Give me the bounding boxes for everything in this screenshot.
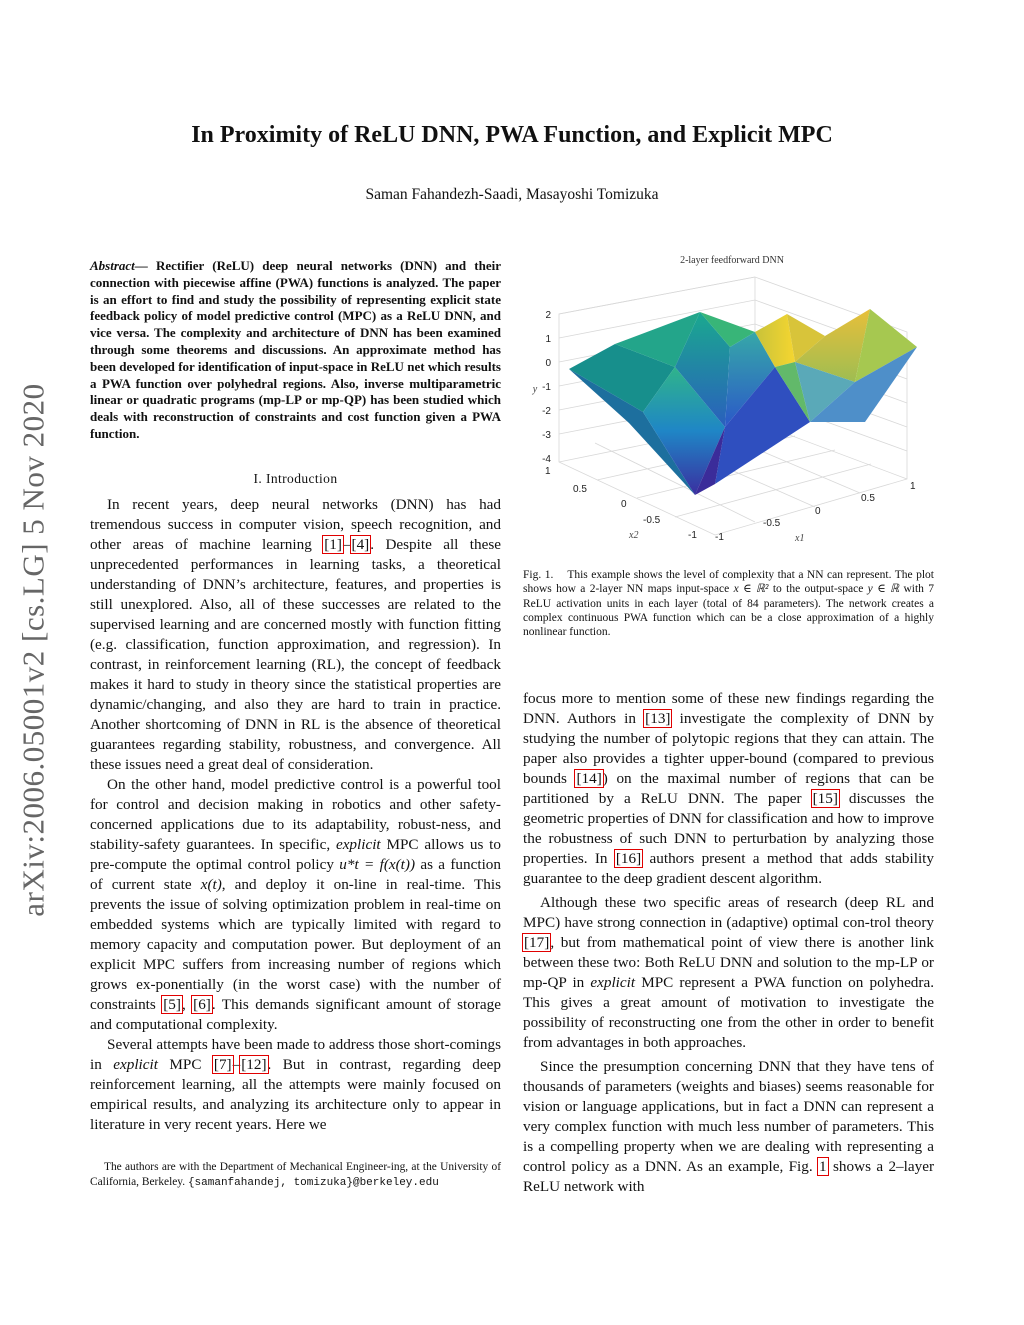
- math-inline: y ∈ ℝ: [867, 583, 900, 596]
- citation-link[interactable]: [15]: [812, 790, 838, 807]
- y-tick-label: -3: [542, 430, 551, 441]
- text-run: to the output-space: [768, 583, 868, 596]
- right-column-body: [523, 689, 934, 1197]
- paragraph: [523, 1057, 934, 1197]
- x2-tick-label: 0: [621, 499, 627, 510]
- emphasis-text: explicit: [590, 974, 636, 991]
- abstract-dash: —: [134, 258, 156, 273]
- text-run: focus more to mention some of these new findings regarding the DNN. Authors in: [523, 690, 934, 727]
- y-axis-label: y: [532, 384, 538, 395]
- abstract: [90, 258, 501, 443]
- citation-link[interactable]: [16]: [615, 850, 642, 867]
- text-run: Several attempts have been made to address those short-comings in: [90, 1036, 501, 1073]
- abstract-text: Rectifier (ReLU) deep neural networks (DNN) and their connection with piecewise affine (PWA) functions is analyzed. The paper is an effort to find and study the possibility of representing explicit state feedback policy of model predictive control (MPC) as a ReLU DNN, and vice versa. The complexity and architecture of DNN has been examined through some theorems and discussions. An approximate method has been developed for identification of input-space in ReLU net which results a PWA function over polyhedral regions. Also, inverse multiparametric linear or quadratic programs (mp-LP or mp-QP) has been studied which deals with reconstruction of constraints and cost function given a PWA function.: [90, 258, 502, 441]
- math-inline: x ∈ ℝ²: [733, 583, 769, 596]
- citation-link[interactable]: [5]: [163, 996, 181, 1013]
- x1-tick-label: 1: [910, 481, 916, 492]
- footnote-emails: {samanfahandej, tomizuka}@berkeley.edu: [187, 1177, 439, 1189]
- text-run: , and deploy it on-line in real-time. This prevents the issue of solving optimization problem in real-time on embedded systems which are typically limited with regard to memory capacity and computation power. But deployment of an explicit MPC suffers from increasing number of regions which grows ex-ponentially (in the worst case) with the number of constraints: [90, 876, 501, 1013]
- caption-label: Fig. 1.: [523, 569, 554, 581]
- x2-tick-label: 0.5: [573, 484, 587, 495]
- text-run: –: [232, 1056, 241, 1073]
- paragraph: [90, 775, 501, 1035]
- text-run: ,: [181, 996, 193, 1013]
- citation-link[interactable]: [6]: [193, 996, 211, 1013]
- x1-axis-label: x1: [795, 533, 805, 544]
- x2-axis-label: x2: [629, 530, 639, 541]
- citation-link[interactable]: [13]: [645, 710, 671, 727]
- footnote-text: The authors are with the Department of Mechanical Engineer-ing, at the University of California, Berkeley.: [90, 1161, 501, 1188]
- x2-tick-label: -0.5: [643, 515, 661, 526]
- x1-tick-label: 0: [815, 506, 821, 517]
- x2-tick-label: 1: [545, 466, 551, 477]
- text-run: authors present a method that adds stability guarantee to the deep gradient descent algorithm.: [523, 850, 934, 887]
- x1-tick-label: -1: [715, 532, 724, 543]
- citation-link[interactable]: [14]: [576, 770, 602, 787]
- text-run: This example shows the level of complexity that a NN can represent. The plot shows how a 2-layer NN maps input-space: [523, 569, 934, 596]
- figure-reference-link[interactable]: 1: [819, 1158, 827, 1175]
- text-run: , but from mathematical point of view there is another link between these two: Both ReLU DNN and solution to the mp-LP or mp-QP in: [523, 934, 934, 991]
- x1-tick-label: 0.5: [861, 493, 875, 504]
- arxiv-stamp-text: arXiv:2006.05001v2 [cs.LG] 5 Nov 2020: [16, 383, 52, 917]
- paragraph: [523, 893, 934, 1053]
- text-run: MPC: [157, 1056, 213, 1073]
- text-run: . Despite all these unprecedented performances in learning tasks, a theoretical understanding of DNN’s architecture, features, and properties is still unexplored. Also, all of these successes are related to the supervised learning and are concerned mostly with function fitting (e.g. classification, function approximation, and regression). In contrast, in reinforcement learning (RL), the concept of feedback makes it hard to study in theory since the statistical properties are dynamic/changing, and also they are hard to train in practice. Another shortcoming of DNN in RL is the absence of theoretical guarantees regarding stability, robustness, and convergence. All these issues need a great deal of consideration.: [90, 536, 501, 773]
- text-run: MPC represent a PWA function on polyhedra. This gives a great amount of motivation to investigate the possibility of reconstructing one from the other in order to benefit from advantages in both approaches.: [523, 974, 934, 1051]
- text-run: . But in contrast, regarding deep reinforcement learning, all the attempts were mainly focused on empirical results, and analyzing its architecture only to appear in literature in very recent years. Here we: [90, 1056, 501, 1133]
- text-run: MPC allows us to pre-compute the optimal control policy: [90, 836, 501, 873]
- figure-caption: [523, 568, 934, 639]
- paragraph: [523, 689, 934, 889]
- text-run: ) on the maximal number of regions that can be partitioned by a ReLU DNN. The paper: [523, 770, 934, 807]
- x2-tick-label: -1: [688, 530, 697, 541]
- section-heading-introduction: I. Introduction: [253, 471, 338, 486]
- pwa-surface: [569, 309, 917, 495]
- figure-surface-plot: [525, 252, 935, 552]
- paragraph: [90, 495, 501, 775]
- citation-link[interactable]: [4]: [351, 536, 370, 553]
- paragraph: [90, 1035, 501, 1135]
- text-run: as a function of current state: [90, 856, 501, 893]
- figure-title: 2-layer feedforward DNN: [680, 255, 784, 266]
- x1-tick-label: -0.5: [763, 518, 781, 529]
- citation-link[interactable]: [7]: [213, 1056, 232, 1073]
- citation-link[interactable]: [12]: [241, 1056, 267, 1073]
- math-inline: x(t): [200, 876, 222, 893]
- y-tick-label: 0: [545, 358, 551, 369]
- text-run: Since the presumption concerning DNN that they have tens of thousands of parameters (weights and biases) seems reasonable for vision or language applications, but in fact a DNN can represent a very complex function with much less number of parameters. This is a compelling property when we are dealing with representing a control policy as a DNN. As an example, Fig.: [523, 1058, 934, 1175]
- citation-link[interactable]: [1]: [324, 536, 342, 553]
- y-tick-label: -4: [542, 454, 551, 465]
- text-run: In recent years, deep neural networks (DNN) has had tremendous success in computer vision, speech recognition, and other areas of machine learning: [90, 496, 501, 553]
- citation-link[interactable]: [17]: [524, 934, 550, 951]
- paper-authors: Saman Fahandezh-Saadi, Masayoshi Tomizuka: [365, 186, 659, 203]
- text-run: On the other hand, model predictive control is a powerful tool for control and decision making in robotics and other safety-concerned applications due to its adaptability, robust-ness, and stability-safety guarantees. In specific,: [90, 776, 501, 853]
- author-footnote: [90, 1160, 501, 1191]
- y-tick-label: 2: [545, 310, 551, 321]
- x1-axis: [715, 481, 916, 544]
- text-run: investigate the complexity of DNN by studying the number of polytopic regions that they can attain. The paper also provides a tighter upper-bound (compared to previous bounds: [523, 710, 934, 787]
- text-run: . This demands significant amount of storage and computational complexity.: [90, 996, 502, 1033]
- arxiv-identifier-stamp: [10, 350, 58, 950]
- emphasis-text: explicit: [335, 836, 381, 853]
- x2-axis: [545, 466, 697, 541]
- text-run: with 7 ReLU activation units in each layer (total of 84 parameters). The network creates a complex continuous PWA function which can be a close approximation of a highly nonlinear function.: [523, 583, 934, 639]
- y-tick-label: -1: [542, 382, 551, 393]
- y-axis: [532, 310, 552, 465]
- left-column-body: [90, 495, 501, 1135]
- text-run: shows a 2–layer ReLU network with: [523, 1158, 934, 1195]
- text-run: discusses the geometric properties of DNN for classification and how to improve the robustness of such DNN to perturbation by analyzing those properties. In: [523, 790, 934, 867]
- text-run: –: [342, 536, 351, 553]
- abstract-label: Abstract: [90, 258, 135, 273]
- y-tick-label: 1: [545, 334, 551, 345]
- text-run: Although these two specific areas of research (deep RL and MPC) have strong connection in (adaptive) optimal con-trol theory: [523, 894, 934, 931]
- math-inline: u*t = f(x(t)): [339, 856, 416, 873]
- y-tick-label: -2: [542, 406, 551, 417]
- paper-title: In Proximity of ReLU DNN, PWA Function, and Explicit MPC: [191, 122, 833, 148]
- emphasis-text: explicit: [113, 1056, 158, 1073]
